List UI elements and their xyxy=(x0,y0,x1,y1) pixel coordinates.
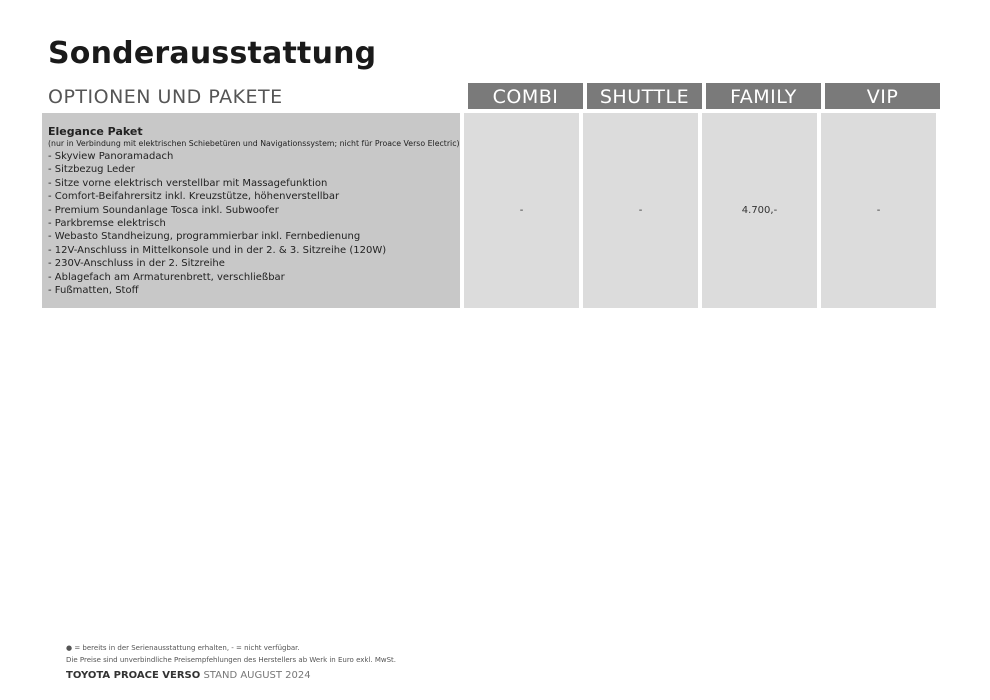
value-cell-family: 4.700,- xyxy=(702,113,817,308)
list-item: - 230V-Anschluss in der 2. Sitzreihe xyxy=(48,258,225,270)
list-item: - Parkbremse elektrisch xyxy=(48,218,166,230)
section-header: OPTIONEN UND PAKETE xyxy=(48,86,283,108)
table-row xyxy=(42,113,936,308)
footer-stand: STAND AUGUST 2024 xyxy=(203,670,311,681)
footer-disclaimer: Die Preise sind unverbindliche Preisempfehlungen des Herstellers ab Werk in Euro exkl. MwSt. xyxy=(66,655,397,664)
column-header-family: FAMILY xyxy=(706,83,821,109)
list-item: - Sitze vorne elektrisch verstellbar mit Massagefunktion xyxy=(48,177,328,189)
list-item: - Sitzbezug Leder xyxy=(48,164,135,176)
list-item: - Comfort-Beifahrersitz inkl. Kreuzstütze, höhenverstellbar xyxy=(48,191,340,203)
list-item: - Ablagefach am Armaturenbrett, verschließbar xyxy=(48,271,285,283)
value-cell-shuttle: - xyxy=(583,113,698,308)
list-item: - Fußmatten, Stoff xyxy=(48,285,139,297)
package-title: Elegance Paket xyxy=(48,125,143,138)
value-cell-combi: - xyxy=(464,113,579,308)
column-header-combi: COMBI xyxy=(468,83,583,109)
page-title: Sonderausstattung xyxy=(48,36,377,71)
list-item: - Skyview Panoramadach xyxy=(48,151,174,162)
footer-brand: TOYOTA PROACE VERSO xyxy=(66,670,201,681)
list-item: - Premium Soundanlage Tosca inkl. Subwoofer xyxy=(48,204,279,216)
package-item-list xyxy=(48,150,460,297)
package-description xyxy=(42,113,460,308)
list-item: - Webasto Standheizung, programmierbar inkl. Fernbedienung xyxy=(48,231,361,243)
list-item: - 12V-Anschluss in Mittelkonsole und in der 2. & 3. Sitzreihe (120W) xyxy=(48,244,387,256)
column-header-shuttle: SHUTTLE xyxy=(587,83,702,109)
footer-legend: ● = bereits in der Serienausstattung erhalten, - = nicht verfügbar. xyxy=(66,644,300,652)
column-header-vip: VIP xyxy=(825,83,940,109)
package-note: (nur in Verbindung mit elektrischen Schiebetüren und Navigationssystem; nicht für Proace Verso Electric) xyxy=(48,139,460,148)
footer xyxy=(66,643,396,681)
value-cell-vip: - xyxy=(821,113,936,308)
column-headers xyxy=(468,83,940,109)
footer-brand-line xyxy=(66,670,396,681)
